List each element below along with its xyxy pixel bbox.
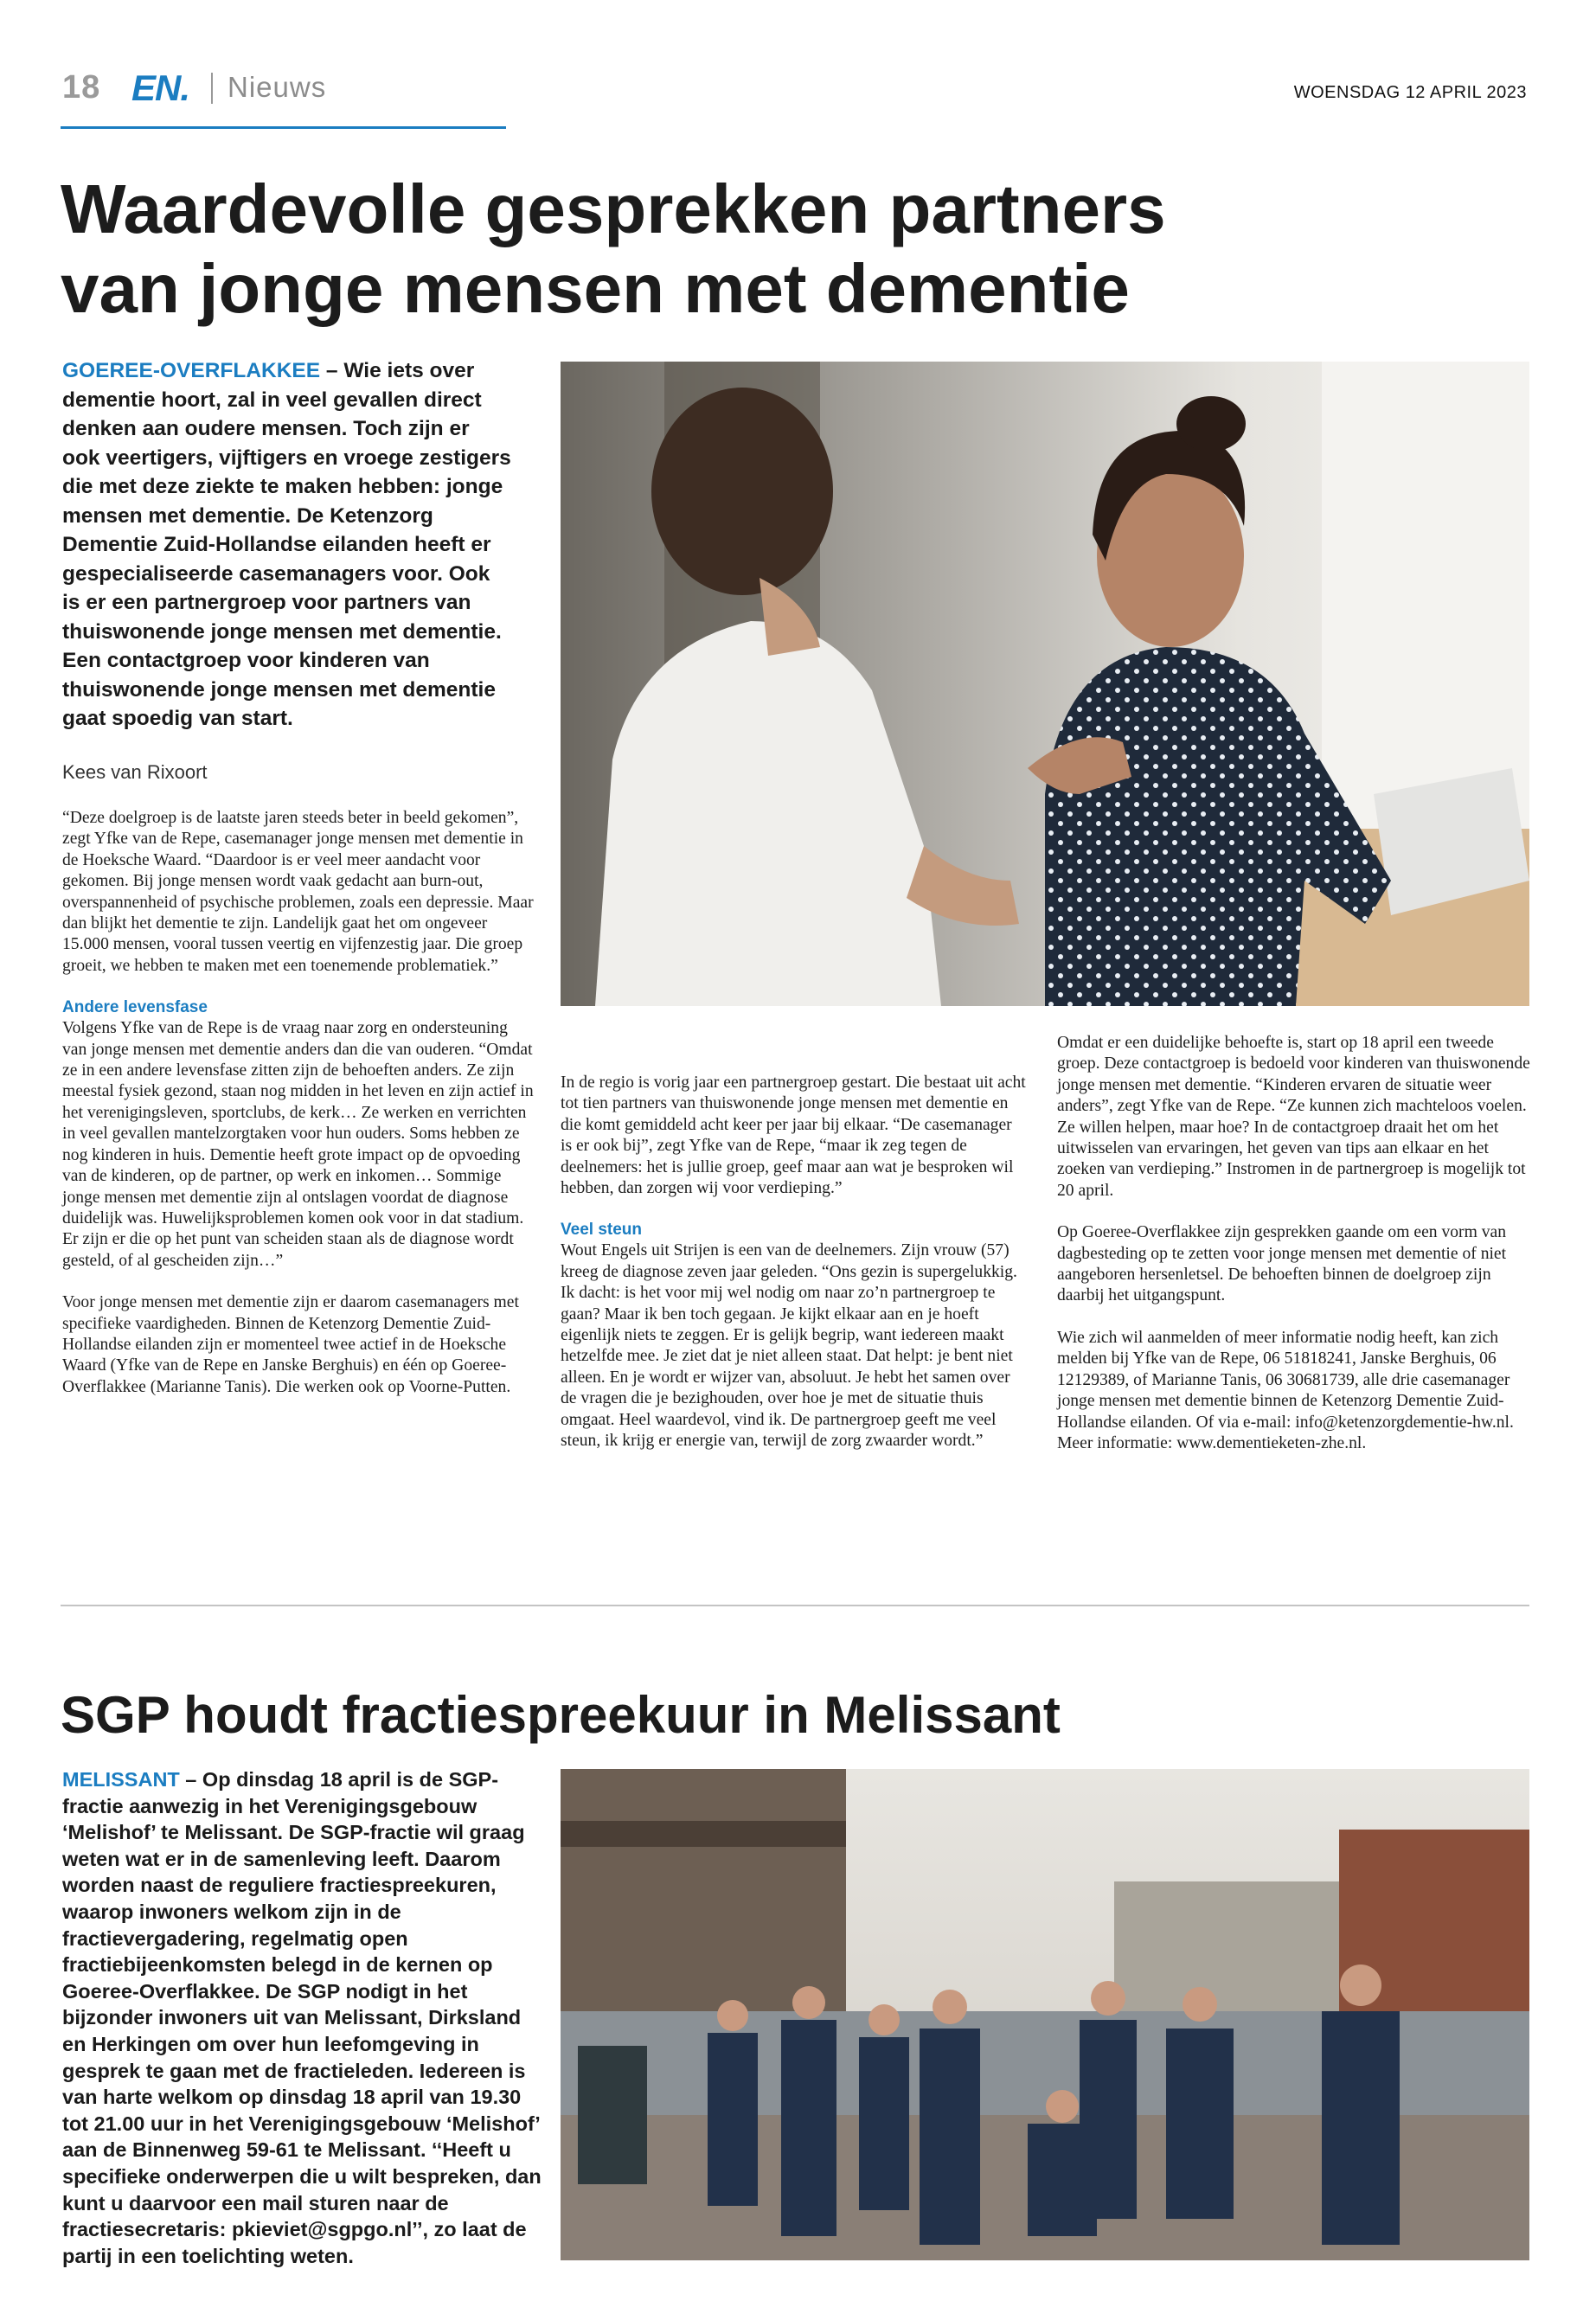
article-headline bbox=[61, 170, 1358, 329]
paragraph: Wout Engels uit Strijen is een van de deelnemers. Zijn vrouw (57) kreeg de diagnose zeven jaar geleden. “Ons gezin is supergelukkig. Ik dacht: is het voor mij wel nodig om naar zo’n partnergroep te gaan? Maar ik ben toch gegaan. Je kijkt elkaar aan en je hoeft eigenlijk niets te zeggen. Er is gelijk begrip, want iedereen maakt hetzelfde mee. Je ziet dat je niet alleen staat. Dat helpt: je bent niet alleen. En je wordt er wijzer van, absoluut. Je hebt het samen over de vragen die je bezighouden, over hoe je met de situatie thuis omgaat. Heel waardevol, vind ik. De partnergroep geeft me veel steun, ik krijg er energie van, terwijl de zorg zwaarder wordt.” bbox=[561, 1241, 1017, 1451]
article-intro bbox=[62, 356, 512, 734]
interview-photo-illustration bbox=[561, 362, 1529, 1006]
paragraph: Wie zich wil aanmelden of meer informatie nodig heeft, kan zich melden bij Yfke van de Repe, 06 51818241, Janske Berghuis, 06 12129389, of Marianne Tanis, 06 30681739, alle drie casemanager jonge mensen met dementie binnen de Ketenzorg Dementie Zuid-Hollandse eilanden. Of via e-mail: info@ketenzorgdementie-hw.nl. Meer informatie: www.dementieketen-zhe.nl. bbox=[1057, 1328, 1514, 1452]
paragraph: Volgens Yfke van de Repe is de vraag naar zorg en ondersteuning van jonge mensen met dementie anders dan die van ouderen. “Omdat ze in een andere levensfase zitten zijn de behoeften anders. Ze zijn meestal fysiek gezond, staan nog midden in het leven en zijn actief in het verenigingsleven, sportclubs, de kerk… Ze werken en verrichten in veel gevallen mantelzorgtaken voor hun ouders. Soms hebben ze nog kinderen in huis. Dementie heeft grote impact op de opvoeding van de kinderen, op de partner, op werk en inkomen… Sommige jonge mensen met dementie zijn al ontslagen voordat de diagnose duidelijk was. Huwelijksproblemen komen ook voor in dat stadium. Er zijn er die op het punt van scheiden staan als de diagnose wordt gesteld, of al gescheiden zijn…” bbox=[62, 1019, 534, 1270]
author-byline: Kees van Rixoort bbox=[62, 761, 208, 783]
intro-place: GOEREE-OVERFLAKKEE bbox=[62, 359, 321, 382]
paragraph: “Deze doelgroep is de laatste jaren steeds beter in beeld gekomen”, zegt Yfke van de Repe, casemanager jonge mensen met dementie in de Hoeksche Waard. “Daardoor is er veel meer aandacht voor gekomen. Bij jonge mensen wordt vaak gedacht aan burn-out, overspannenheid of psychische problemen, zoals een depressie. Maar dan blijkt het dementie te zijn. Landelijk gaat het om ongeveer 15.000 mensen, vooral tussen veertig en vijfenzestig jaar. Die groep groeit, we hebben te maken met een toenemende problematiek.” bbox=[62, 809, 534, 975]
article-2-headline: SGP houdt fractiespreekuur in Melissant bbox=[61, 1686, 1061, 1744]
header-rule bbox=[61, 126, 506, 129]
subheading-veel-steun: Veel steun bbox=[561, 1221, 642, 1240]
section-label: Nieuws bbox=[228, 71, 327, 103]
group-photo bbox=[561, 1769, 1529, 2260]
subheading-andere-levensfase: Andere levensfase bbox=[62, 998, 208, 1017]
article-2-body bbox=[62, 1766, 547, 2269]
interview-photo bbox=[561, 362, 1529, 1006]
headline-line-2: van jonge mensen met dementie bbox=[61, 250, 1130, 327]
page-number: 18 bbox=[62, 69, 101, 106]
article-divider bbox=[61, 1605, 1529, 1606]
paragraph: Op Goeree-Overflakkee zijn gesprekken gaande om een vorm van dagbesteding op te zetten voor jonge mensen met dementie of niet aangeboren hersenletsel. De behoeften binnen de doelgroep zijn daarbij het uitgangspunt. bbox=[1057, 1223, 1507, 1305]
article-column-1 bbox=[62, 808, 536, 1419]
header-separator bbox=[211, 73, 213, 104]
article-2-text: – Op dinsdag 18 april is de SGP-fractie aanwezig in het Verenigingsgebouw ‘Melishof’ te Melissant. De SGP-fractie wil graag weten wat er in de samenleving leeft. Daarom worden naast de reguliere fractiespreekuren, waarop inwoners welkom zijn in de fractievergadering, regelmatig open fractiebijeenkomsten belegd in de kernen op Goeree-Overflakkee. De SGP nodigt in het bijzonder inwoners uit van Melissant, Dirksland en Herkingen om over hun leefomgeving in gesprek te gaan met de fractieleden. Iedereen is van harte welkom op dinsdag 18 april van 19.30 tot 21.00 uur in het Verenigingsgebouw ‘Melishof’ aan de Binnenweg 59-61 te Melissant. ‘‘Heeft u specifieke onderwerpen die u wilt bespreken, dan kunt u daarvoor een mail sturen naar de fractiesecretaris: pkieviet@sgpgo.nl’’, zo laat de partij in een toelichting weten. bbox=[62, 1768, 542, 2267]
group-photo-illustration bbox=[561, 1769, 1529, 2260]
article-2-place: MELISSANT bbox=[62, 1768, 180, 1791]
paragraph: Omdat er een duidelijke behoefte is, start op 18 april een tweede groep. Deze contactgroep is bedoeld voor kinderen van thuiswonende jonge mensen met dementie. “Kinderen ervaren de situatie weer anders”, zegt Yfke van de Repe. “Ze kunnen zich machteloos voelen. Ze willen helpen, maar hoe? In de contactgroep draait het om het uitwisselen van ervaringen, het geven van tips aan elkaar en het zoeken van verdieping.” Instromen in de partnergroep is mogelijk tot 20 april. bbox=[1057, 1034, 1530, 1200]
newspaper-logo: EN. bbox=[131, 67, 190, 108]
article-column-2 bbox=[561, 1073, 1026, 1473]
paragraph: In de regio is vorig jaar een partnergroep gestart. Die bestaat uit acht tot tien partners van thuiswonende jonge mensen met dementie en die komt gemiddeld acht keer per jaar bij elkaar. “De casemanager is er ook bij”, zegt Yfke van de Repe, “maar ik zeg tegen de deelnemers: het is jullie groep, geef maar aan wat je besproken wil hebben, dan zorgen wij voor verdieping.” bbox=[561, 1074, 1026, 1198]
headline-line-1: Waardevolle gesprekken partners bbox=[61, 170, 1166, 247]
intro-text: – Wie iets over dementie hoort, zal in veel gevallen direct denken aan oudere mensen. Toch zijn er ook veertigers, vijftigers en vroege zestigers die met deze ziekte te maken hebben: jonge mensen met dementie. De Ketenzorg Dementie Zuid-Hollandse eilanden heeft er gespecialiseerde casemanagers voor. Ook is er een partnergroep voor partners van thuiswonende jonge mensen met dementie. Een contactgroep voor kinderen van thuiswonende jonge mensen met dementie gaat spoedig van start. bbox=[62, 359, 511, 730]
issue-date: WOENSDAG 12 APRIL 2023 bbox=[1293, 83, 1527, 102]
paragraph: Voor jonge mensen met dementie zijn er daarom casemanagers met specifieke vaardigheden. Binnen de Ketenzorg Dementie Zuid-Hollandse eilanden zijn er momenteel twee actief in de Hoeksche Waard (Yfke van de Repe en Janske Berghuis) en één op Goeree-Overflakkee (Marianne Tanis). Die werken ook op Voorne-Putten. bbox=[62, 1293, 519, 1396]
article-column-3 bbox=[1057, 1033, 1531, 1475]
